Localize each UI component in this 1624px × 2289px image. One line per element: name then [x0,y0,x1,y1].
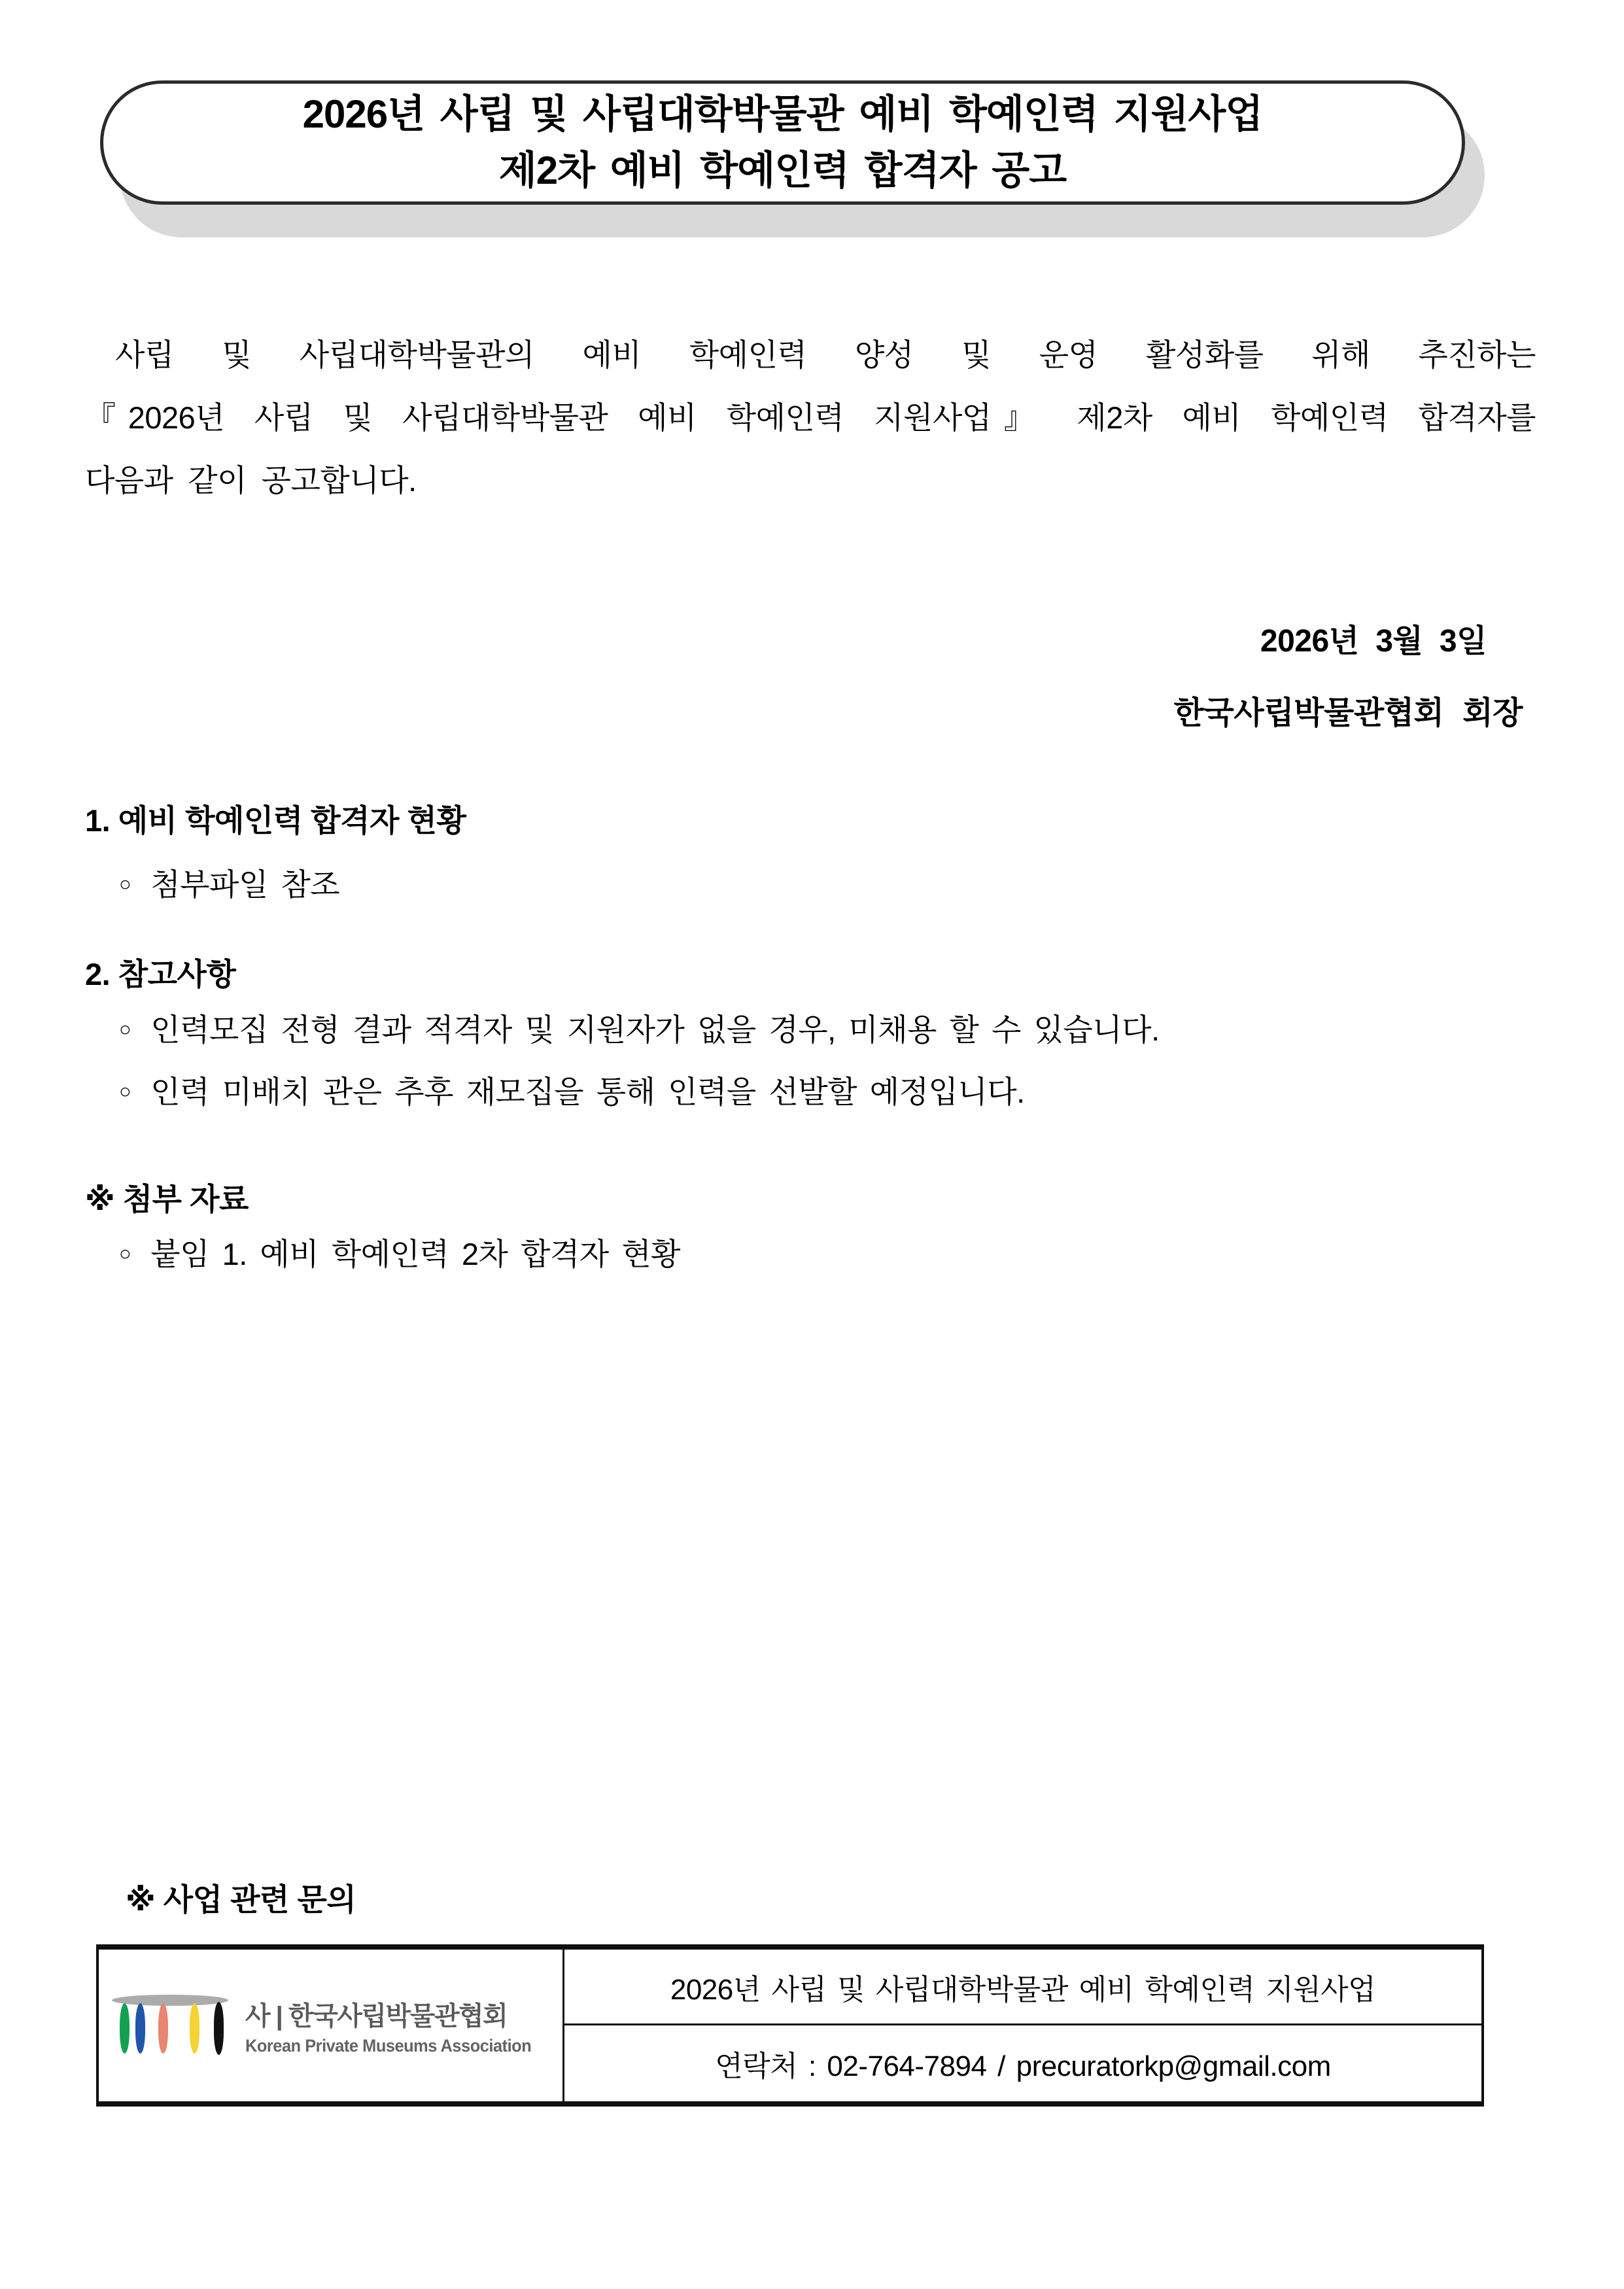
date-signature-block [85,606,1536,749]
logo-bar [135,2003,145,2054]
section-2-bullet-2 [85,1059,1536,1129]
inquiry-heading: ※ 사업 관련 문의 [126,1882,356,1917]
section-2-heading: 2. 참고사항 [85,957,236,991]
section-2-bullet-2-text: 인력 미배치 관은 추후 재모집을 통해 인력을 선발할 예정입니다. [150,1075,1025,1109]
circle-bullet-icon: ○ [119,872,131,895]
attachment-bullet-text: 붙임 1. 예비 학예인력 2차 합격자 현황 [150,1237,681,1271]
title-line-1: 2026년 사립 및 사립대학박물관 예비 학예인력 지원사업 [302,92,1263,136]
signature-text: 한국사립박물관협회 회장 [1173,696,1523,731]
logo-text [245,1995,549,2056]
circle-bullet-icon: ○ [119,1242,131,1265]
circle-bullet-icon: ○ [119,1080,131,1103]
attachment-heading: ※ 첨부 자료 [85,1182,249,1216]
body-line-2: 『2026년 사립 및 사립대학박물관 예비 학예인력 지원사업』 제2차 예비 학예인력 합격자를 [85,400,1536,435]
section-1-bullet-text: 첨부파일 참조 [150,867,340,902]
logo-bar [190,2003,199,2054]
kpma-logo [112,1995,549,2056]
attachment-bullet [85,1222,1536,1291]
contact-row-program: 2026년 사립 및 사립대학박물관 예비 학예인력 지원사업 [564,1950,1481,2025]
logo-bar [120,2003,130,2054]
title-line-2: 제2차 예비 학예인력 합격자 공고 [498,148,1067,192]
circle-bullet-icon: ○ [119,1018,131,1041]
section-2-bullet-1 [85,997,1536,1067]
body-paragraph [85,324,1536,512]
body-line-1: 사립 및 사립대학박물관의 예비 학예인력 양성 및 운영 활성화를 위해 추진하는 [115,337,1536,372]
section-1-bullet [85,852,1536,921]
contact-row-phone-email: 연락처 : 02-764-7894 / precuratorkp@gmail.com [715,2050,1331,2082]
body-line-3: 다음과 같이 공고합니다. [85,463,417,498]
section-2-bullet-1-text: 인력모집 전형 결과 적격자 및 지원자가 없을 경우, 미채용 할 수 있습니다. [150,1012,1160,1047]
section-1-heading: 1. 예비 학예인력 합격자 현황 [85,803,466,838]
logo-english-name: Korean Private Museums Association [245,2035,532,2056]
logo-korean-name: 사 | 한국사립박물관협회 [245,2001,508,2031]
logo-bar [214,2002,224,2055]
logo-bar [158,2003,168,2054]
logo-cell [99,1950,564,2101]
contact-table [96,1944,1484,2107]
logo-roof [112,1995,228,2006]
title-box [100,80,1465,205]
date-text: 2026년 3월 3일 [1260,624,1487,659]
museum-columns-icon [112,1995,228,2056]
